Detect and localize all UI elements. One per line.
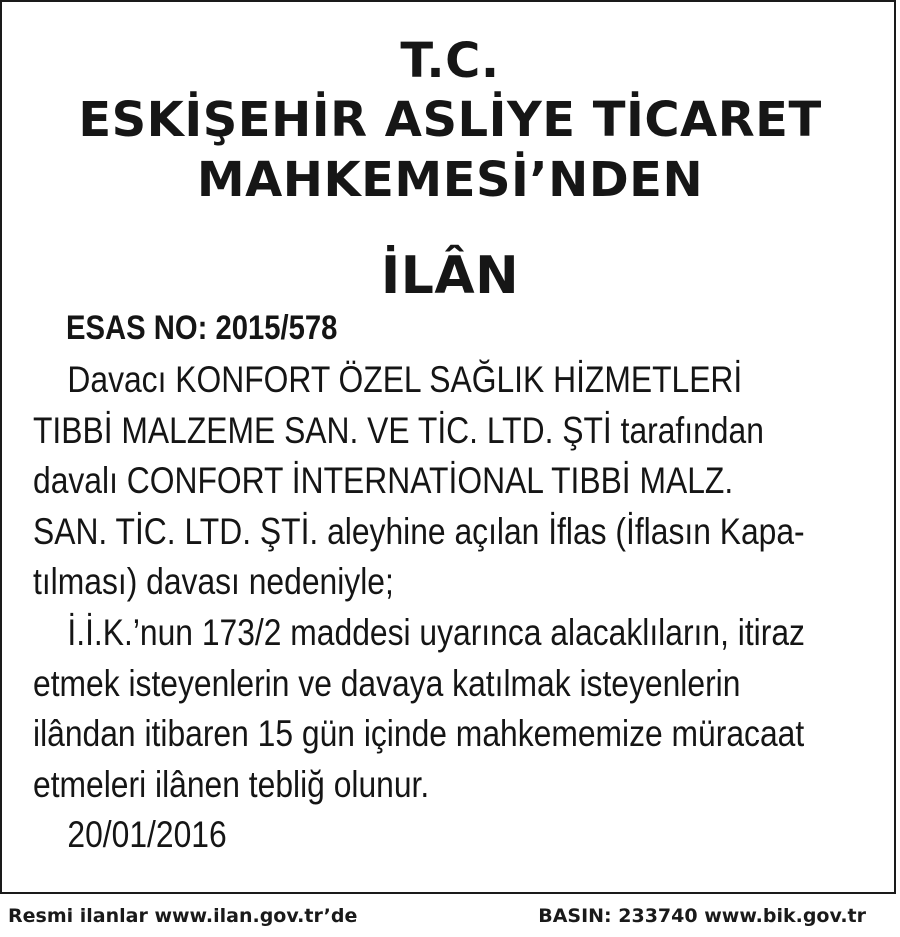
footer-press-text: BASIN: 233740 www.bik.gov.tr bbox=[538, 905, 866, 927]
paragraph-2-line: etmek isteyenlerin ve davaya katılmak isteyenlerin bbox=[33, 662, 741, 704]
paragraph-2-line: ilândan itibaren 15 gün içinde mahkememize müracaat bbox=[33, 713, 805, 754]
header-court-name: ESKİŞEHİR ASLİYE TİCARET bbox=[78, 92, 822, 148]
paragraph-2-line: İ.İ.K.’nun 173/2 maddesi uyarınca alacaklıların, itiraz bbox=[67, 612, 805, 653]
paragraph-1-line: Davacı KONFORT ÖZEL SAĞLIK HİZMETLERİ bbox=[67, 359, 743, 400]
case-number: ESAS NO: 2015/578 bbox=[66, 309, 338, 347]
paragraph-1-line: SAN. TİC. LTD. ŞTİ. aleyhine açılan İflas (İflasın Kapa- bbox=[33, 510, 805, 552]
notice-heading: İLÂN bbox=[380, 246, 520, 306]
header-court-suffix: MAHKEMESİ’NDEN bbox=[196, 152, 704, 208]
header-tc: T.C. bbox=[400, 33, 500, 89]
footer bbox=[0, 898, 900, 937]
notice-date: 20/01/2016 bbox=[67, 814, 227, 855]
paragraph-1 bbox=[33, 355, 859, 608]
paragraph-1-line: davalı CONFORT İNTERNATİONAL TIBBİ MALZ. bbox=[33, 460, 734, 501]
paragraph-2-line: etmeleri ilânen tebliğ olunur. bbox=[33, 763, 430, 805]
paragraph-2 bbox=[33, 608, 859, 810]
footer-official-ads-text: Resmi ilanlar www.ilan.gov.tr’de bbox=[8, 905, 358, 927]
paragraph-1-line: tılması) davası nedeniyle; bbox=[33, 561, 394, 602]
paragraph-1-line: TIBBİ MALZEME SAN. VE TİC. LTD. ŞTİ tarafından bbox=[33, 409, 764, 451]
notice-date-block bbox=[33, 810, 859, 861]
